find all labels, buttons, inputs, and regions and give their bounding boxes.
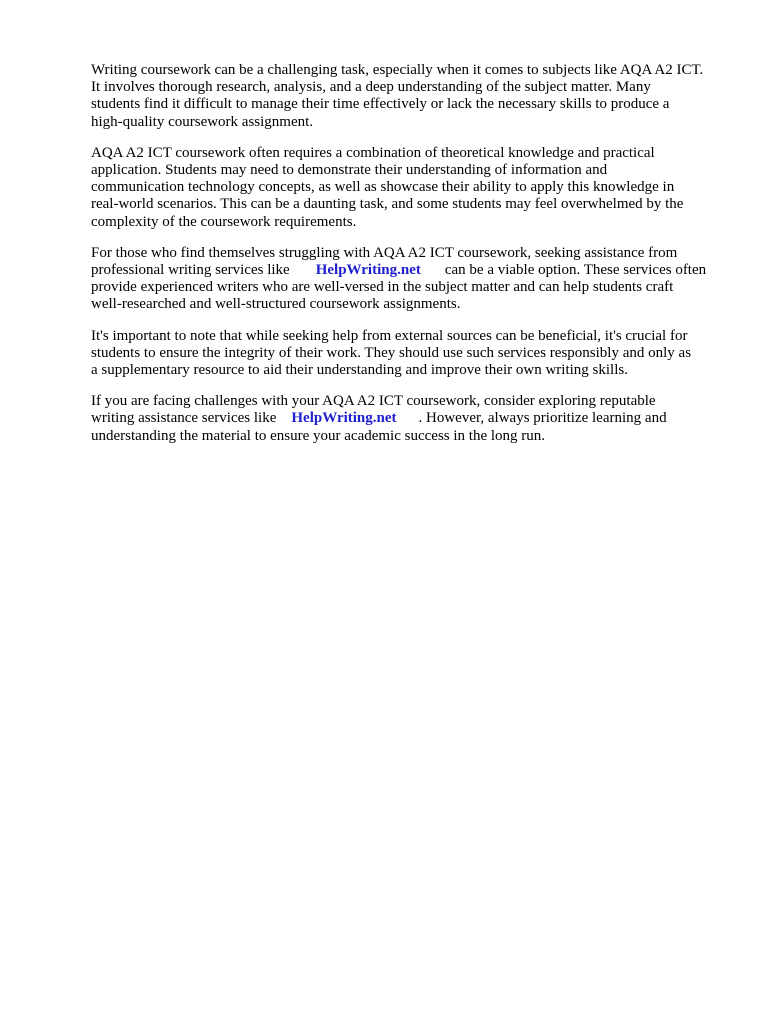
text-line: application. Students may need to demonstrate their understanding of information and bbox=[91, 162, 608, 179]
text-line: For those who find themselves struggling with AQA A2 ICT coursework, seeking assistance from bbox=[91, 244, 678, 261]
helpwriting-link[interactable]: HelpWriting.net bbox=[291, 410, 397, 427]
text-line: It's important to note that while seeking help from external sources can be beneficial, it's crucial for bbox=[91, 327, 688, 344]
paragraph-5 bbox=[91, 393, 739, 445]
text-line: a supplementary resource to aid their understanding and improve their own writing skills. bbox=[91, 362, 628, 379]
text-line-with-link bbox=[91, 262, 739, 279]
text-line: high-quality coursework assignment. bbox=[91, 113, 314, 130]
paragraph-2 bbox=[91, 145, 739, 231]
paragraph-4 bbox=[91, 328, 739, 380]
text-line: Writing coursework can be a challenging task, especially when it comes to subjects like AQA A2 ICT. bbox=[91, 62, 704, 78]
paragraph-1 bbox=[91, 62, 739, 131]
text-line: AQA A2 ICT coursework often requires a combination of theoretical knowledge and practical bbox=[91, 144, 655, 161]
text-line: students find it difficult to manage their time effectively or lack the necessary skills to produce a bbox=[91, 96, 670, 113]
text-line: students to ensure the integrity of their work. They should use such services responsibly and only as bbox=[91, 344, 692, 361]
text-segment: writing assistance services like bbox=[91, 410, 277, 427]
text-line: If you are facing challenges with your AQA A2 ICT coursework, consider exploring reputable bbox=[91, 393, 656, 410]
paragraph-3 bbox=[91, 245, 739, 314]
document-body bbox=[91, 62, 739, 459]
text-line: communication technology concepts, as well as showcase their ability to apply this knowledge in bbox=[91, 179, 675, 196]
text-segment: professional writing services like bbox=[91, 262, 290, 279]
text-line: well-researched and well-structured coursework assignments. bbox=[91, 296, 461, 313]
text-line: understanding the material to ensure your academic success in the long run. bbox=[91, 427, 546, 444]
text-line: provide experienced writers who are well-versed in the subject matter and can help students craft bbox=[91, 279, 674, 296]
helpwriting-link[interactable]: HelpWriting.net bbox=[315, 262, 421, 279]
text-line-with-link bbox=[91, 410, 739, 427]
text-line: real-world scenarios. This can be a daunting task, and some students may feel overwhelmed by the bbox=[91, 196, 684, 213]
text-segment: can be a viable option. These services often bbox=[444, 262, 707, 279]
text-line: It involves thorough research, analysis, and a deep understanding of the subject matter. Many bbox=[91, 79, 651, 96]
text-segment: . However, always prioritize learning and bbox=[418, 410, 667, 427]
text-line: complexity of the coursework requirements. bbox=[91, 213, 357, 230]
